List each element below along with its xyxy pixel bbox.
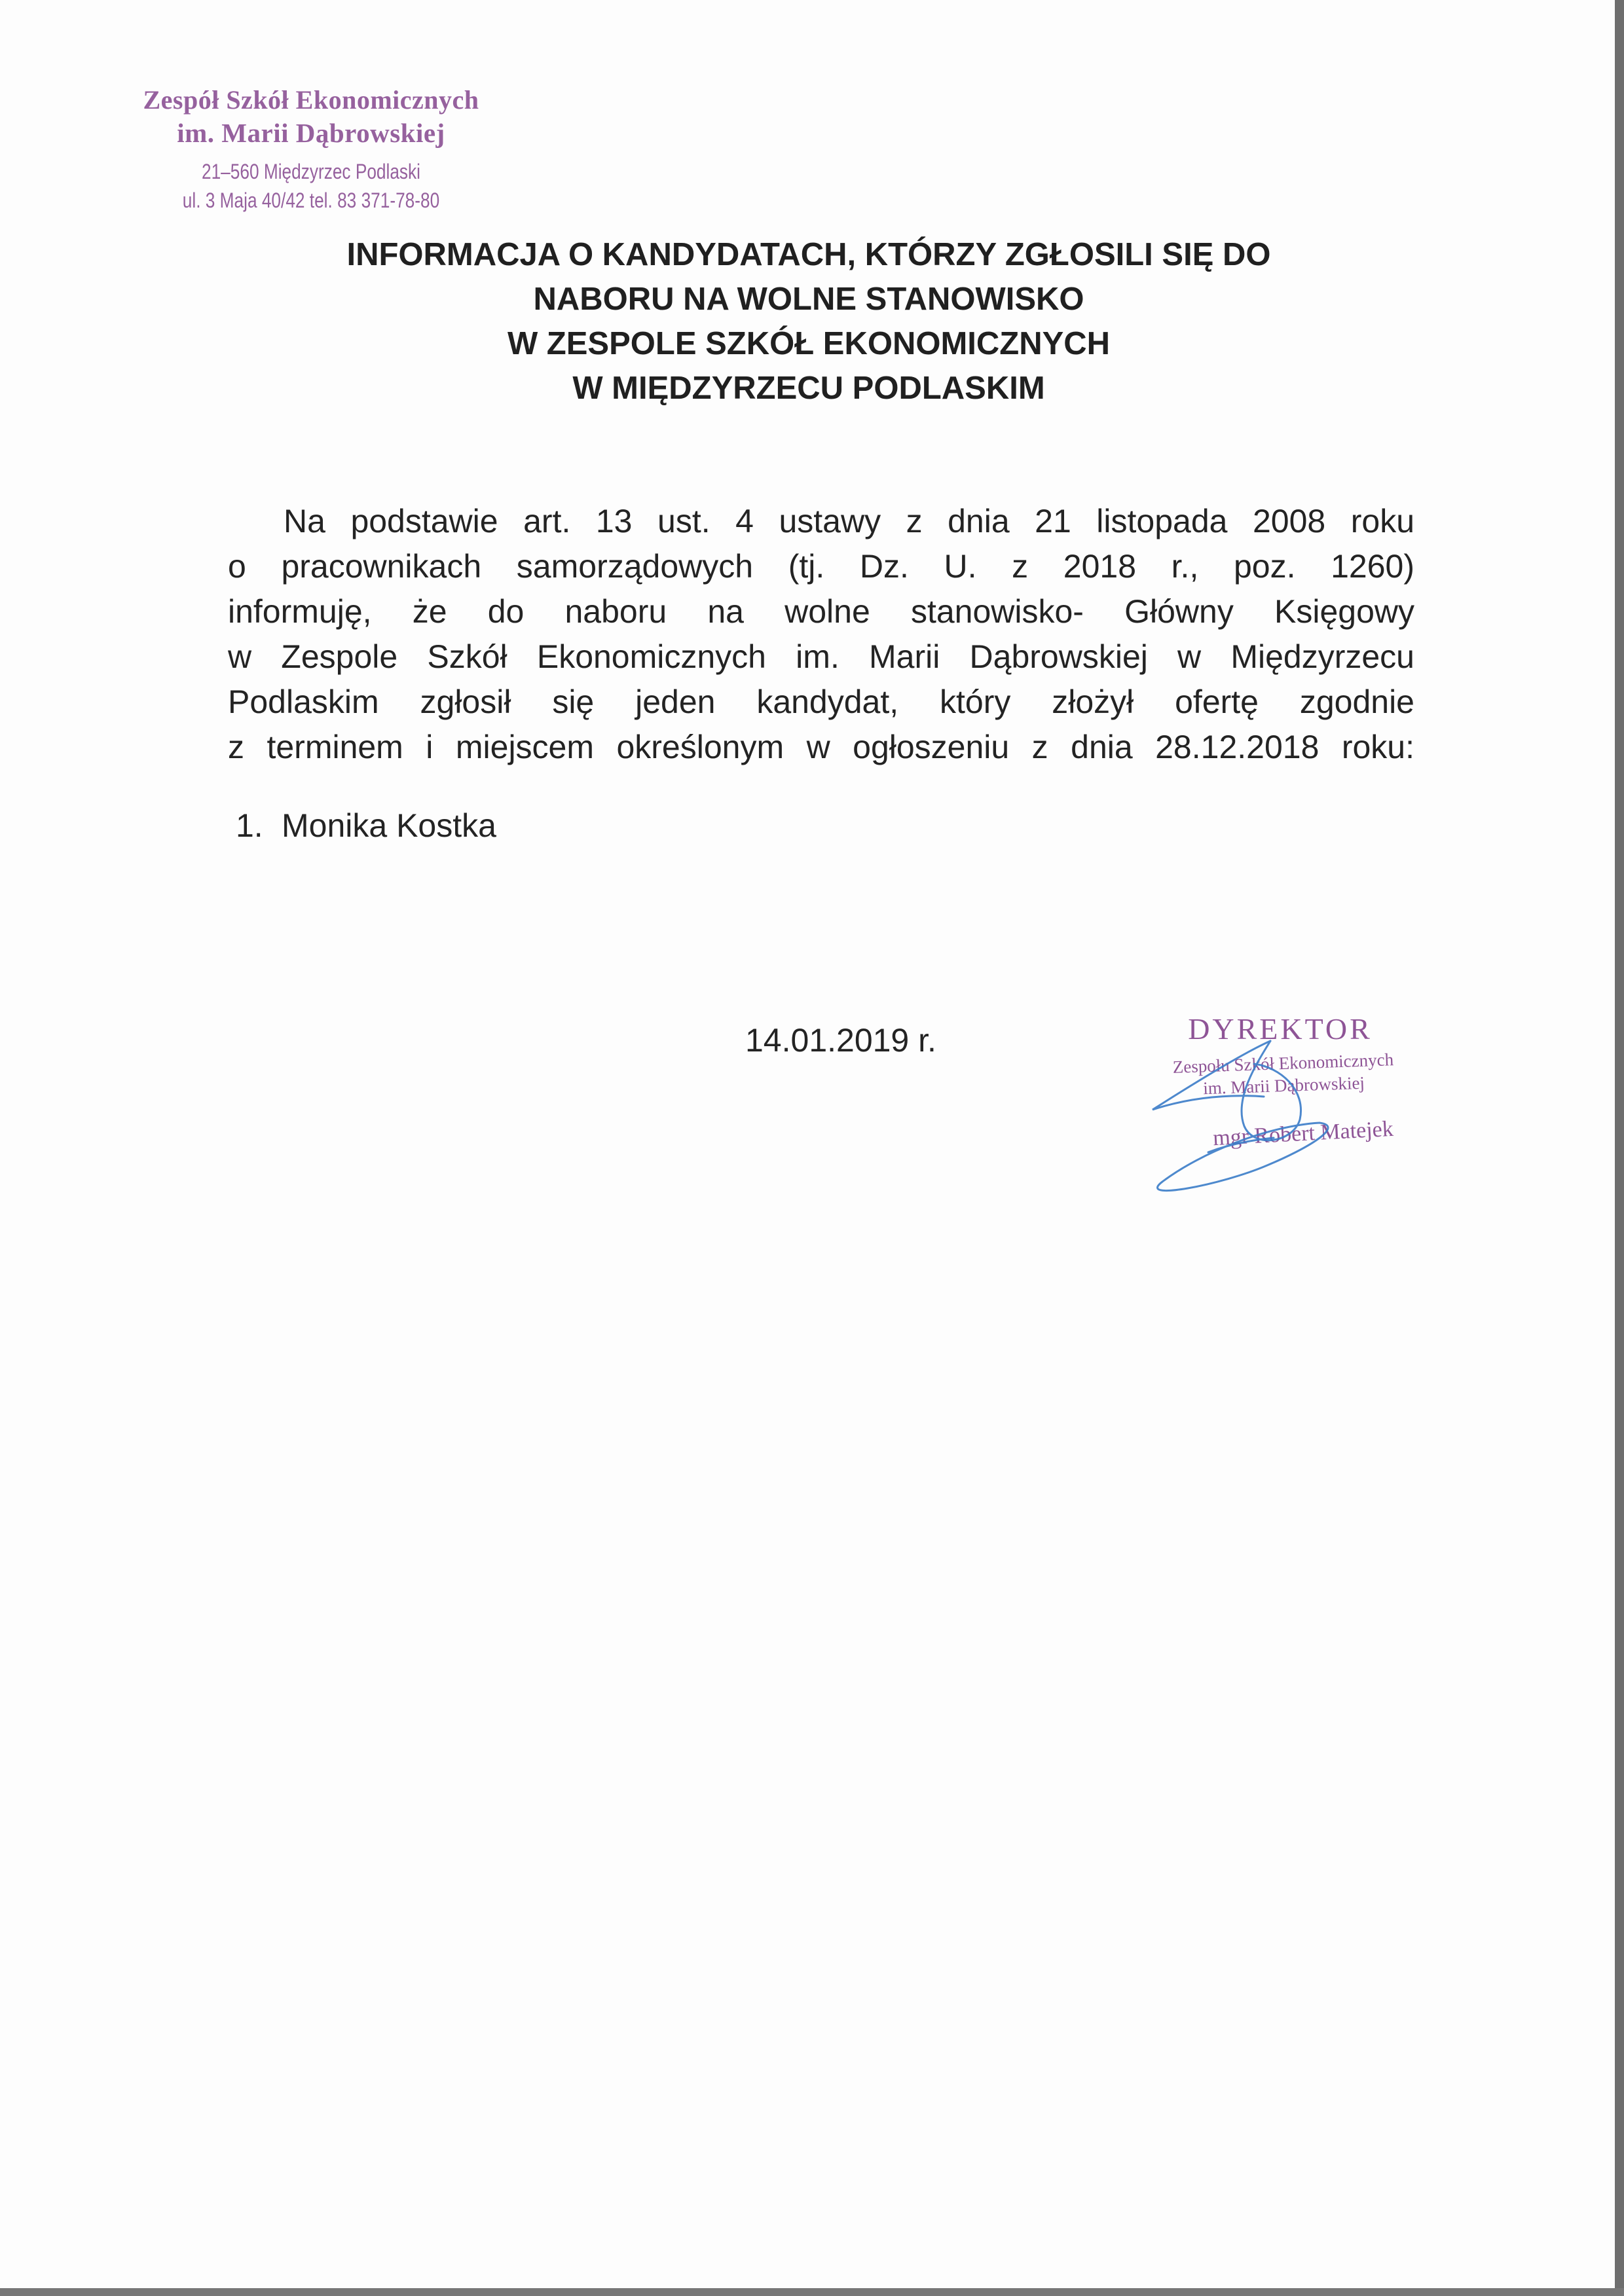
stamp-postal-address: 21–560 Międzyrzec Podlaski: [201, 160, 420, 183]
title-line: NABORU NA WOLNE STANOWISKO: [533, 282, 1084, 317]
stamp-school-name: Zespół Szkół Ekonomicznych: [143, 85, 479, 115]
title-line: W MIĘDZYRZECU PODLASKIM: [572, 371, 1045, 406]
document-date: 14.01.2019 r.: [745, 1022, 936, 1059]
candidate-list: [236, 804, 496, 847]
body-paragraph: [228, 499, 1414, 770]
candidate-number: 1.: [236, 807, 263, 844]
title-line: INFORMACJA O KANDYDATACH, KTÓRZY ZGŁOSILI SIĘ DO: [346, 237, 1271, 272]
stamp-school-patron: im. Marii Dąbrowskiej: [177, 118, 445, 148]
candidate-name: Monika Kostka: [282, 807, 496, 844]
body-line: informuję, że do naboru na wolne stanowisko- Główny Księgowy: [228, 593, 1414, 630]
list-item: [236, 804, 496, 847]
body-line: Na podstawie art. 13 ust. 4 ustawy z dnia 21 listopada 2008 roku: [284, 503, 1414, 539]
director-stamp: [1139, 1011, 1428, 1195]
scan-edge-right: [1615, 0, 1624, 2296]
school-header-stamp: [118, 84, 504, 215]
director-name: mgr Robert Matejek: [1212, 1116, 1394, 1151]
body-line: Podlaskim zgłosił się jeden kandydat, który złożył ofertę zgodnie: [228, 683, 1414, 720]
stamp-street-phone: ul. 3 Maja 40/42 tel. 83 371-78-80: [182, 189, 440, 212]
body-line: w Zespole Szkół Ekonomicznych im. Marii Dąbrowskiej w Międzyrzecu: [228, 638, 1414, 675]
director-title: DYREKTOR: [1188, 1012, 1373, 1046]
body-line: o pracownikach samorządowych (tj. Dz. U. z 2018 r., poz. 1260): [228, 548, 1414, 585]
title-line: W ZESPOLE SZKÓŁ EKONOMICZNYCH: [507, 326, 1111, 361]
scan-edge-bottom: [0, 2288, 1624, 2296]
director-school-line: im. Marii Dąbrowskiej: [1202, 1072, 1365, 1099]
director-school: [1139, 1047, 1428, 1101]
director-school-line: Zespołu Szkół Ekonomicznych: [1172, 1049, 1394, 1077]
body-line: z terminem i miejscem określonym w ogłoszeniu z dnia 28.12.2018 roku:: [228, 729, 1414, 765]
document-title: [196, 232, 1421, 410]
